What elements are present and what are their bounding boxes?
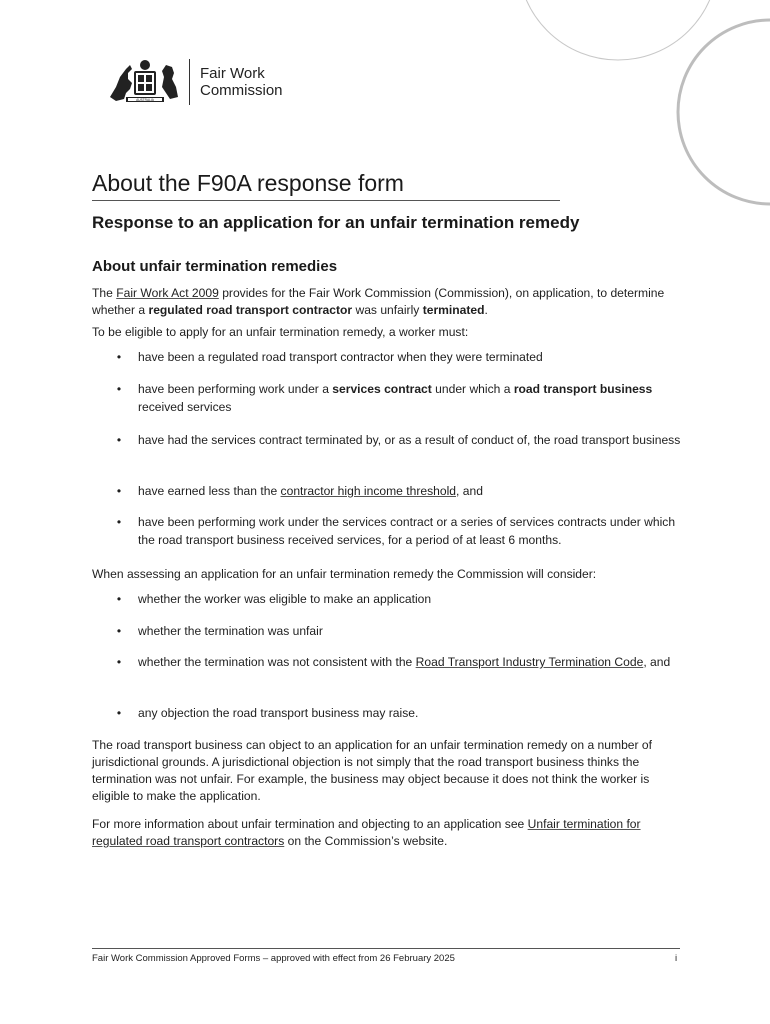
crest-label: AUSTRALIA bbox=[136, 98, 154, 102]
list-item-text: have been performing work under the services contract or a series of services contracts under which the road transport business received services, for a period of at least 6 months. bbox=[138, 515, 676, 547]
list-item-text: have been a regulated road transport contractor when they were terminated bbox=[138, 350, 543, 364]
bullet-icon: • bbox=[116, 484, 122, 498]
intro-text-2: provides for the Fair Work Commission (Commission), on application, to determine whether a bbox=[92, 286, 665, 317]
intro-text-3: was unfairly bbox=[352, 303, 423, 317]
section-heading: About unfair termination remedies bbox=[92, 258, 338, 275]
org-name bbox=[200, 65, 283, 99]
unfair-termination-link[interactable]: Unfair termination for regulated road transport contractors bbox=[92, 817, 641, 848]
list-item-text: have been performing work under a services contract under which a road transport business received services bbox=[138, 382, 653, 414]
more-info-text-1: For more information about unfair termination and objecting to an application see bbox=[92, 817, 528, 831]
intro-text-1: The bbox=[92, 286, 117, 300]
page-title: About the F90A response form bbox=[92, 169, 560, 201]
contractor-threshold-link[interactable]: contractor high income threshold bbox=[280, 484, 457, 498]
list-item-text: have had the services contract terminated by, or as a result of conduct of, the road transport business bbox=[138, 433, 681, 447]
page-number: i bbox=[675, 953, 678, 964]
bullet-icon: • bbox=[116, 624, 122, 638]
intro-text-4: . bbox=[484, 303, 488, 317]
fair-work-act-link[interactable]: Fair Work Act 2009 bbox=[116, 286, 219, 300]
list-item-text: whether the worker was eligible to make an application bbox=[138, 592, 432, 606]
bullet-icon: • bbox=[116, 706, 122, 720]
org-name-line1: Fair Work bbox=[200, 65, 265, 82]
list-item-text: whether the termination was unfair bbox=[138, 624, 323, 638]
bullet-icon: • bbox=[116, 433, 122, 447]
intro-paragraph bbox=[92, 285, 682, 319]
logo-divider bbox=[189, 59, 190, 105]
intro-bold-1: regulated road transport contractor bbox=[148, 303, 353, 317]
org-name-line2: Commission bbox=[200, 82, 283, 99]
fair-work-commission-logo bbox=[106, 57, 306, 107]
more-info-text-2: on the Commission’s website. bbox=[284, 834, 448, 848]
bullet-icon: • bbox=[116, 655, 122, 669]
more-info-paragraph bbox=[92, 816, 682, 850]
footer-text: Fair Work Commission Approved Forms – approved with effect from 26 February 2025 bbox=[92, 953, 455, 964]
eligibility-lead: To be eligible to apply for an unfair termination remedy, a worker must: bbox=[92, 325, 469, 339]
consider-lead: When assessing an application for an unfair termination remedy the Commission will consider: bbox=[92, 567, 597, 581]
list-item-text: have earned less than the contractor high income threshold, and bbox=[138, 484, 483, 498]
termination-code-link[interactable]: Road Transport Industry Termination Code bbox=[415, 655, 644, 669]
form-subtitle: Response to an application for an unfair termination remedy bbox=[92, 213, 580, 232]
list-item-text: any objection the road transport business may raise. bbox=[138, 706, 419, 720]
bullet-icon: • bbox=[116, 592, 122, 606]
list-item-text: whether the termination was not consistent with the Road Transport Industry Termination Code, and bbox=[138, 655, 671, 669]
objection-paragraph: The road transport business can object to an application for an unfair termination remedy on a number of jurisdictional grounds. A jurisdictional objection is not simply that the road transport business thinks the termination was not unfair. For example, the business may object because it does not think the worker is eligible to make the application. bbox=[92, 738, 652, 803]
intro-bold-2: terminated bbox=[422, 303, 485, 317]
footer-divider bbox=[92, 948, 680, 949]
bullet-icon: • bbox=[116, 382, 122, 396]
bullet-icon: • bbox=[116, 350, 122, 364]
coat-of-arms-icon bbox=[106, 57, 182, 107]
bullet-icon: • bbox=[116, 515, 122, 529]
